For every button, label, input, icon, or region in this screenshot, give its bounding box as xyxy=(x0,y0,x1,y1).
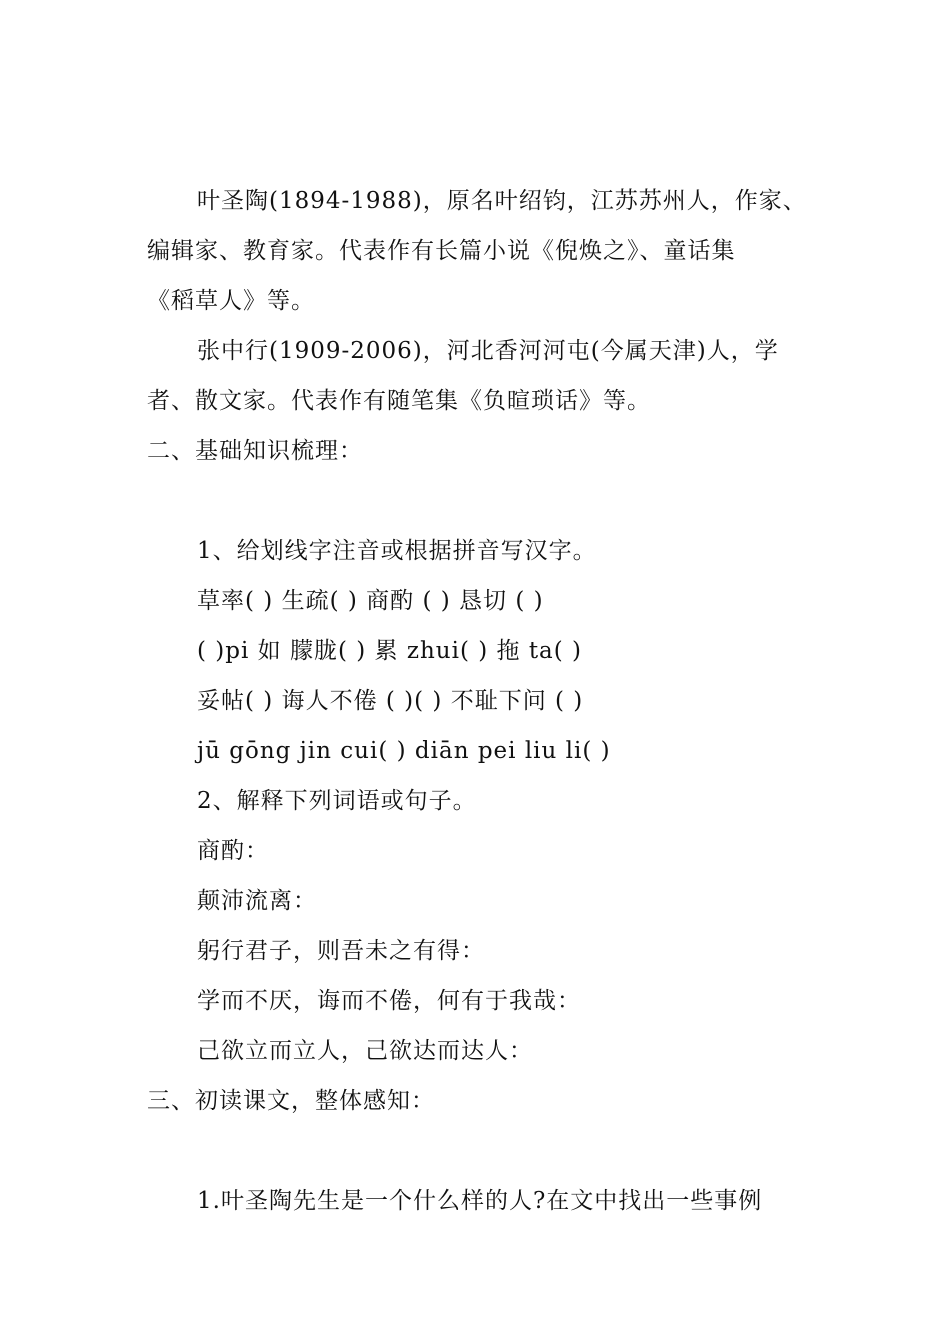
section-3-question-1: 1.叶圣陶先生是一个什么样的人?在文中找出一些事例 xyxy=(197,1188,763,1214)
section-3-heading: 三、初读课文，整体感知： xyxy=(147,1088,435,1114)
intro-paragraph-1-line-3: 《稻草人》等。 xyxy=(147,288,315,314)
question-2-item-1: 商酌： xyxy=(197,838,269,864)
question-2-title: 2、解释下列词语或句子。 xyxy=(197,788,477,814)
question-1-title: 1、给划线字注音或根据拼音写汉字。 xyxy=(197,538,597,564)
question-1-row-1: 草率( ) 生疏( ) 商酌 ( ) 恳切 ( ) xyxy=(197,588,544,614)
intro-paragraph-2-line-1: 张中行(1909-2006)，河北香河河屯(今属天津)人，学 xyxy=(197,338,779,364)
question-1-row-4: jū gōng jin cui( ) diān pei liu li( ) xyxy=(197,738,611,764)
question-2-item-2: 颠沛流离： xyxy=(197,888,317,914)
question-2-item-3: 躬行君子，则吾未之有得： xyxy=(197,938,485,964)
question-1-row-2: ( )pi 如 朦胧( ) 累 zhui( ) 拖 ta( ) xyxy=(197,638,583,664)
intro-paragraph-1-line-1: 叶圣陶(1894-1988)，原名叶绍钧，江苏苏州人，作家、 xyxy=(197,188,807,214)
intro-paragraph-1-line-2: 编辑家、教育家。代表作有长篇小说《倪焕之》、童话集 xyxy=(147,238,736,264)
question-2-item-4: 学而不厌，诲而不倦，何有于我哉： xyxy=(197,988,581,1014)
intro-paragraph-2-line-2: 者、散文家。代表作有随笔集《负暄琐话》等。 xyxy=(147,388,651,414)
question-1-row-3: 妥帖( ) 诲人不倦 ( )( ) 不耻下问 ( ) xyxy=(197,688,584,714)
section-2-heading: 二、基础知识梳理： xyxy=(147,438,363,464)
question-2-item-5: 己欲立而立人，己欲达而达人： xyxy=(197,1038,533,1064)
